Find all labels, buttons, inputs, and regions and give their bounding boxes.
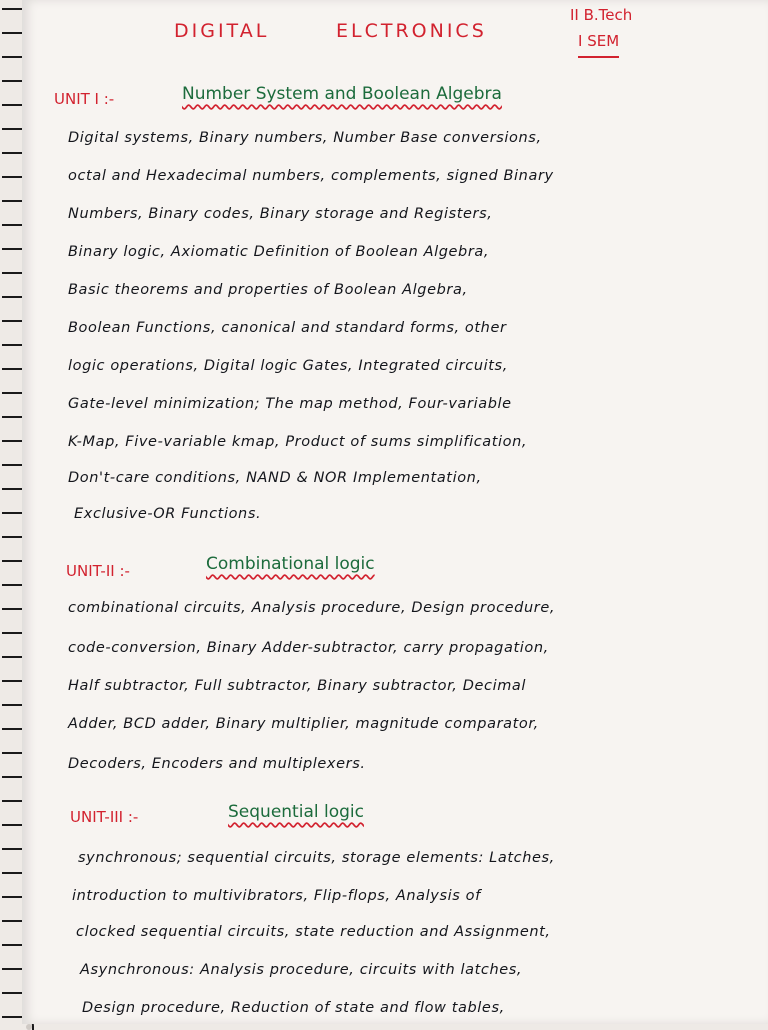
unit-2-title: Combinational logic	[206, 554, 375, 574]
unit-3-line: introduction to multivibrators, Flip-flops, Analysis of	[72, 888, 481, 904]
unit-2-line: code-conversion, Binary Adder-subtractor, carry propagation,	[68, 640, 549, 656]
unit-1-line: Basic theorems and properties of Boolean Algebra,	[68, 282, 468, 298]
header-year: II B.Tech	[570, 6, 633, 24]
binding-hole	[26, 1024, 32, 1030]
unit-3-label: UNIT-III :-	[70, 808, 139, 826]
unit-1-label: UNIT I :-	[54, 90, 115, 108]
unit-3-line: clocked sequential circuits, state reduction and Assignment,	[76, 924, 551, 940]
unit-3-line: synchronous; sequential circuits, storage elements: Latches,	[78, 850, 555, 866]
header-semester: I SEM	[578, 32, 619, 58]
unit-2-line: Decoders, Encoders and multiplexers.	[68, 756, 366, 772]
unit-2-line: Adder, BCD adder, Binary multiplier, magnitude comparator,	[68, 716, 539, 732]
unit-3-line: Asynchronous: Analysis procedure, circuits with latches,	[80, 962, 523, 978]
unit-2-line: combinational circuits, Analysis procedure, Design procedure,	[68, 600, 556, 616]
unit-1-line: K-Map, Five-variable kmap, Product of sums simplification,	[68, 434, 528, 450]
header-title-left: DIGITAL	[174, 20, 270, 42]
unit-1-line: Binary logic, Axiomatic Definition of Boolean Algebra,	[68, 244, 490, 260]
unit-1-title: Number System and Boolean Algebra	[182, 84, 502, 104]
unit-1-line: logic operations, Digital logic Gates, Integrated circuits,	[68, 358, 508, 374]
notebook-page	[22, 0, 768, 1024]
unit-1-line: Don't-care conditions, NAND & NOR Implementation,	[68, 470, 482, 486]
unit-3-line: Design procedure, Reduction of state and flow tables,	[82, 1000, 505, 1016]
unit-3-title: Sequential logic	[228, 802, 364, 822]
unit-2-label: UNIT-II :-	[66, 562, 130, 580]
unit-1-line: octal and Hexadecimal numbers, complements, signed Binary	[68, 168, 554, 184]
unit-1-line: Exclusive-OR Functions.	[74, 506, 262, 522]
unit-1-line: Boolean Functions, canonical and standard forms, other	[68, 320, 507, 336]
unit-2-line: Half subtractor, Full subtractor, Binary subtractor, Decimal	[68, 678, 527, 694]
unit-1-line: Numbers, Binary codes, Binary storage and Registers,	[68, 206, 493, 222]
unit-1-line: Digital systems, Binary numbers, Number Base conversions,	[68, 130, 542, 146]
header-title-right: ELCTRONICS	[336, 20, 487, 42]
unit-1-line: Gate-level minimization; The map method, Four-variable	[68, 396, 512, 412]
